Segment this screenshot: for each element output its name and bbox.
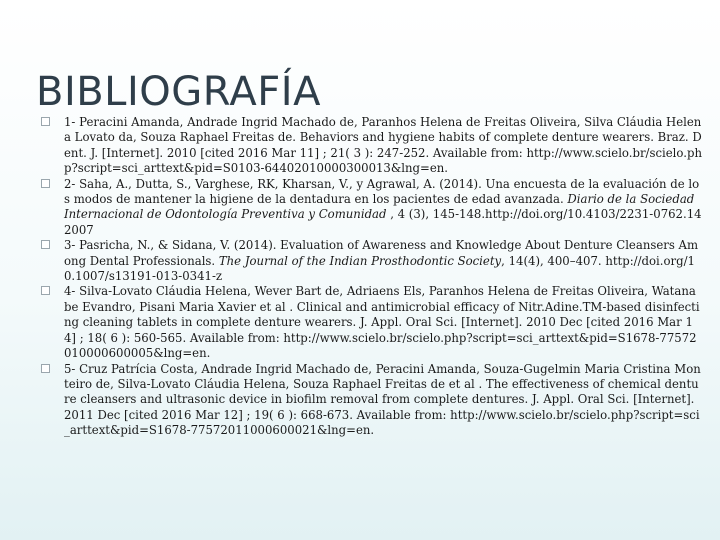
reference-item [38, 115, 702, 177]
journal-name: The Journal of the Indian Prosthodontic Society [218, 253, 502, 268]
reference-item [38, 177, 702, 239]
reference-text: 5- Cruz Patrícia Costa, Andrade Ingrid Machado de, Peracini Amanda, Souza-Gugelmin Maria Cristina Monteiro de, Silva-Lovato Cláudia Helena, Souza Raphael Freitas de et al . The effectiveness of chemical denture cleansers and ultrasonic device in biofilm removal from complete dentures. J. Appl. Oral Sci. [Internet]. 2011 Dec [cited 2016 Mar 12] ; 19( 6 ): 668-673. Available from: http://www.scielo.br/scielo.php?script=sci_arttext&pid=S1678-77572011000600021&lng=en. [64, 361, 701, 438]
square-bullet-icon [41, 286, 50, 295]
reference-item [38, 238, 702, 284]
reference-item [38, 284, 702, 361]
reference-text: 1- Peracini Amanda, Andrade Ingrid Machado de, Paranhos Helena de Freitas Oliveira, Silva Cláudia Helena Lovato da, Souza Raphael Freitas de. Behaviors and hygiene habits of complete denture wearers. Braz. Dent. J. [Internet]. 2010 [cited 2016 Mar 11] ; 21( 3 ): 247-252. Available from: http://www.scielo.br/scielo.php?script=sci_arttext&pid=S0103-64402010000300013&lng=en. [64, 115, 702, 176]
journal-name: Diario de la Sociedad Internacional de Odontología Preventiva y Comunidad [64, 192, 695, 222]
reference-text: 4- Silva-Lovato Cláudia Helena, Wever Bart de, Adriaens Els, Paranhos Helena de Freitas Oliveira, Watanabe Evandro, Pisani Maria Xavier et al . Clinical and antimicrobial efficacy of Nitr.Adine.TM-based disinfecting cleaning tablets in complete denture wearers. J. Appl. Oral Sci. [Internet]. 2010 Dec [cited 2016 Mar 14] ; 18( 6 ): 560-565. Available from: http://www.scielo.br/scielo.php?script=sci_arttext&pid=S1678-77572010000600005&lng=en. [64, 284, 700, 361]
square-bullet-icon [41, 240, 50, 249]
slide-title: BIBLIOGRAFÍA [36, 69, 321, 115]
reference-text: 2- Saha, A., Dutta, S., Varghese, RK, Kharsan, V., y Agrawal, A. (2014). Una encuesta de la evaluación de los modos de mantener la higiene de la dentadura en los pacientes de edad avanzada. Diario de la Sociedad Internacional de Odontología Preventiva y Comunidad , 4 (3), 145-148.http://doi.org/10.4103/2231-0762.142007 [64, 176, 702, 237]
reference-item [38, 362, 702, 439]
square-bullet-icon [41, 117, 50, 126]
square-bullet-icon [41, 179, 50, 188]
square-bullet-icon [41, 364, 50, 373]
reference-list [38, 115, 702, 439]
reference-text: 3- Pasricha, N., & Sidana, V. (2014). Evaluation of Awareness and Knowledge About Denture Cleansers Among Dental Professionals. The Journal of the Indian Prosthodontic Society, 14(4), 400–407. http://doi.org/10.1007/s13191-013-0341-z [64, 238, 699, 284]
